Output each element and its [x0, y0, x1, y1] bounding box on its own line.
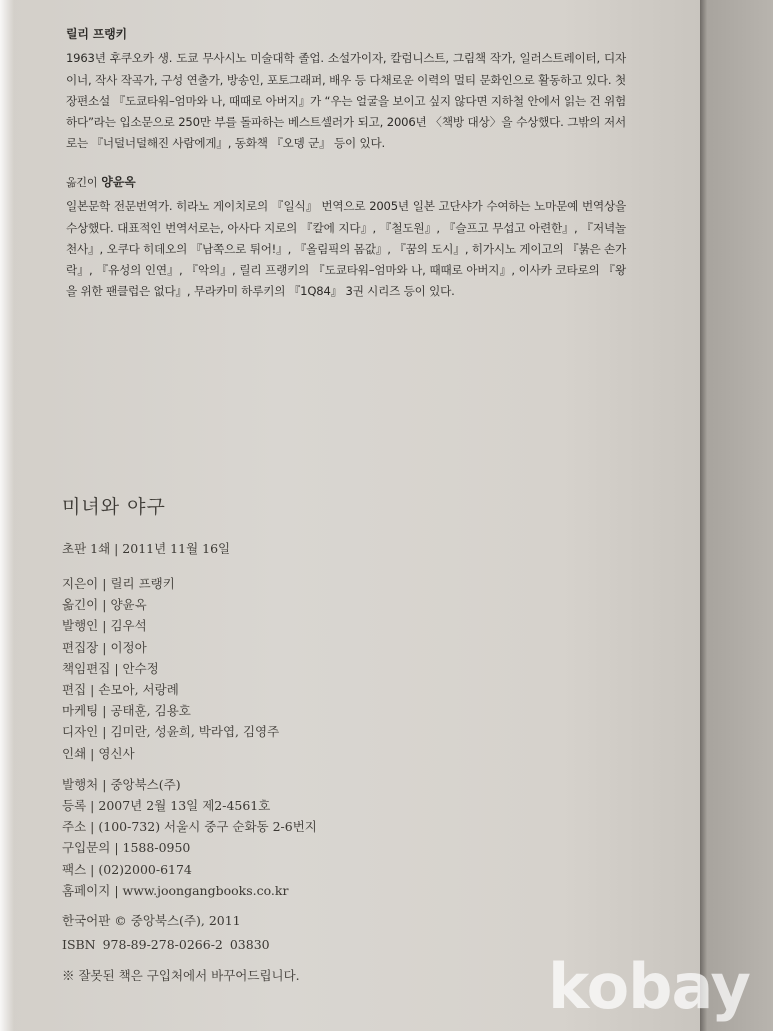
edition-line: 초판 1쇄 | 2011년 11월 16일: [62, 541, 231, 556]
credit-row: 발행인 | 김우석: [62, 618, 147, 634]
credit-row: 지은이 | 릴리 프랭키: [62, 576, 175, 591]
credit-row: 인쇄 | 영신사: [62, 745, 135, 761]
credit-label: 편집: [62, 682, 87, 698]
publisher-label: 팩스: [62, 861, 87, 877]
publisher-row: 주소 | (100-732) 서울시 중구 순화동 2-6번지: [62, 819, 317, 835]
author-bio: [66, 24, 626, 155]
translator-role: 옮긴이: [66, 176, 98, 189]
publisher-label: 등록: [62, 798, 87, 814]
credit-row: 옮긴이 | 양윤옥: [62, 597, 147, 613]
publisher-value: 1588-0950: [122, 840, 191, 856]
publisher-value: 중앙북스(주): [110, 776, 181, 792]
publisher-label: 구입문의: [62, 840, 111, 856]
publisher-value: 2007년 2월 13일 제2-4561호: [98, 798, 271, 814]
replacement-notice: ※ 잘못된 책은 구입처에서 바꾸어드립니다.: [62, 968, 300, 984]
publisher-row: 등록 | 2007년 2월 13일 제2-4561호: [62, 798, 271, 814]
credit-row: 디자인 | 김미란, 성윤희, 박라엽, 김영주: [62, 724, 280, 740]
credit-value: 김우석: [110, 618, 147, 634]
credit-value: 공태훈, 김용호: [110, 703, 191, 719]
credit-label: 지은이: [62, 576, 99, 591]
publisher-row: 팩스 | (02)2000-6174: [62, 861, 192, 877]
publisher-label: 홈페이지: [62, 882, 111, 898]
credit-label: 발행인: [62, 618, 99, 634]
author-name: 릴리 프랭키: [66, 27, 127, 41]
credit-label: 마케팅: [62, 703, 99, 719]
publisher-label: 주소: [62, 819, 87, 835]
publisher-value: (02)2000-6174: [98, 861, 192, 877]
credit-label: 책임편집: [62, 660, 111, 676]
credit-label: 인쇄: [62, 745, 87, 761]
publisher-row: 홈페이지 | www.joongangbooks.co.kr: [62, 882, 289, 898]
publisher-info: [62, 774, 317, 901]
credit-row: 편집장 | 이정아: [62, 639, 147, 655]
publisher-value: www.joongangbooks.co.kr: [122, 882, 289, 898]
adjacent-page-edge: [700, 0, 773, 1031]
translator-heading: [66, 172, 626, 193]
credit-value: 안수정: [122, 660, 159, 676]
copyright-line: 한국어판 © 중앙북스(주), 2011: [62, 913, 241, 929]
credit-value: 양윤옥: [110, 597, 147, 613]
credit-label: 옮긴이: [62, 597, 99, 613]
colophon: [62, 492, 317, 984]
book-title: 미녀와 야구: [62, 496, 166, 518]
credit-value: 손모아, 서랑례: [98, 682, 179, 698]
credit-label: 편집장: [62, 639, 99, 655]
publisher-row: 구입문의 | 1588-0950: [62, 840, 191, 856]
publisher-label: 발행처: [62, 776, 99, 792]
translator-bio: [66, 172, 626, 303]
translator-name: 양윤옥: [101, 175, 136, 189]
isbn-line: ISBN 978-89-278-0266-2 03830: [62, 937, 270, 953]
credit-value: 김미란, 성윤희, 박라엽, 김영주: [110, 724, 280, 740]
translator-bio-text: 일본문학 전문번역가. 히라노 게이치로의 『일식』 번역으로 2005년 일본 고단샤가 수여하는 노마문예 번역상을 수상했다. 대표적인 번역서로는, 아사다 지로의 『칼에 지다』, 『철도원』, 『슬프고 무섭고 아련한』, 『저녁놀 천사』, 오쿠다 히데오의 『남쪽으로 튀어!』, 『올림픽의 몸값』, 『꿈의 도시』, 히가시노 게이고의 『붉은 손가락』, 『유성의 인연』, 『악의』, 릴리 프랭키의 『도쿄타워–엄마와 나, 때때로 아버지』, 이사카 코타로의 『왕을 위한 팬클럽은 없다』, 무라카미 하루키의 『1Q84』 3권 시리즈 등이 있다.: [66, 199, 626, 299]
watermark-logo: kobay: [548, 950, 750, 1023]
credit-value: 릴리 프랭키: [110, 576, 175, 591]
credit-label: 디자인: [62, 724, 99, 740]
credit-row: 편집 | 손모아, 서랑례: [62, 682, 179, 698]
credit-value: 영신사: [98, 745, 135, 761]
credit-value: 이정아: [110, 639, 147, 655]
publisher-row: 발행처 | 중앙북스(주): [62, 776, 181, 792]
page-binding-shadow: [0, 0, 14, 1031]
publisher-value: (100-732) 서울시 중구 순화동 2-6번지: [98, 819, 317, 835]
credit-row: 마케팅 | 공태훈, 김용호: [62, 703, 191, 719]
author-bio-text: 1963년 후쿠오카 생. 도쿄 무사시노 미술대학 졸업. 소설가이자, 칼럼니스트, 그림책 작가, 일러스트레이터, 디자이너, 작사 작곡가, 구성 연출가, 방송인, 포토그래퍼, 배우 등 다채로운 이력의 멀티 문화인으로 활동하고 있다. 첫 장편소설 『도쿄타워–엄마와 나, 때때로 아버지』가 “우는 얼굴을 보이고 싶지 않다면 지하철 안에서 읽는 건 위험하다”라는 입소문으로 250만 부를 돌파하는 베스트셀러가 되고, 2006년 〈책방 대상〉을 수상했다. 그밖의 저서로는 『너덜너덜해진 사람에게』, 동화책 『오뎅 군』 등이 있다.: [66, 51, 626, 151]
credits-list: [62, 573, 317, 764]
credit-row: 책임편집 | 안수정: [62, 660, 159, 676]
